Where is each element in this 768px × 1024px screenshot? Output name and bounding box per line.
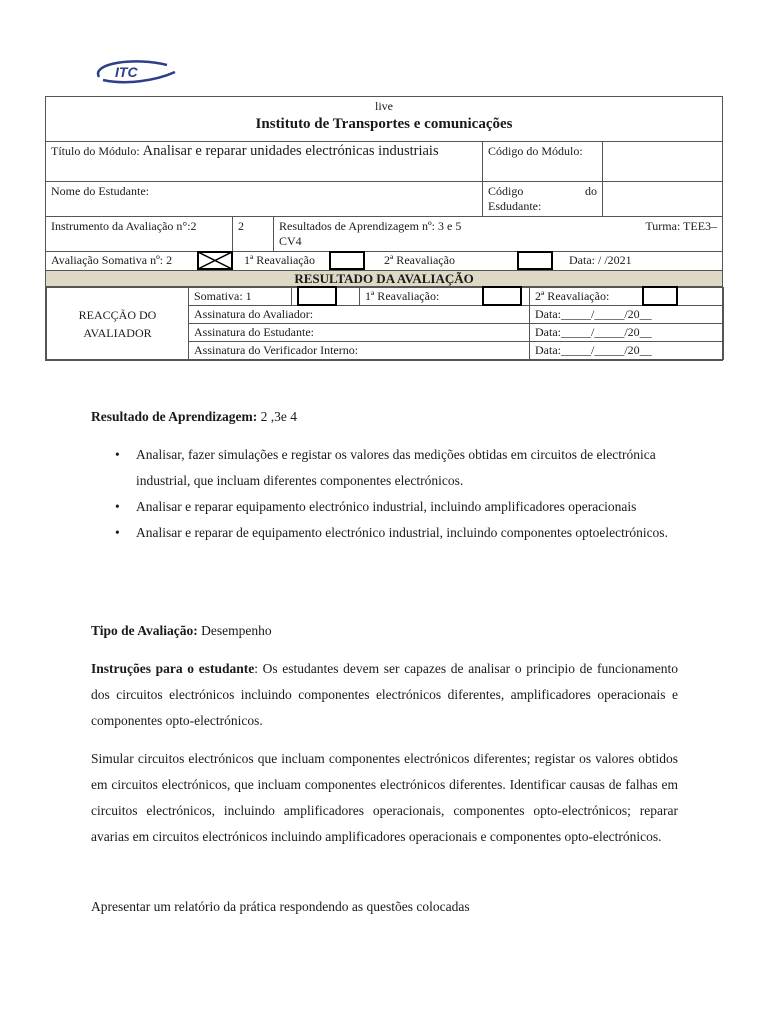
module-title-label: Título do Módulo: [51,144,140,158]
instructions-label: Instruções para o estudante [91,661,255,676]
report-paragraph [91,894,678,920]
learning-outcome-heading [91,404,678,430]
student-name-label: Nome do Estudante: [46,182,483,217]
institution-name: Instituto de Transportes e comunicações [255,116,513,132]
reeval2-label: 2ª Reavaliação [384,253,455,267]
evaluation-type-value: Desempenho [197,623,272,638]
reaction-label [47,288,189,360]
list-item [91,494,678,520]
list-item [91,520,678,546]
instructions-paragraph [91,746,678,850]
student-code-label [483,182,603,217]
evaluation-type-label: Tipo de Avaliação: [91,623,198,638]
live-text: live [375,99,394,113]
list-item-text: Analisar e reparar de equipamento electrónico industrial, incluindo componentes optoelectrónicos. [136,525,668,540]
learning-results-label: Resultados de Aprendizagem nº: 3 e 5 [279,219,462,233]
somativa-checkbox[interactable] [297,286,337,306]
summative-label: Avaliação Somativa nº: 2 [51,253,173,267]
verifier-signature-label: Assinatura do Verificador Interno: [189,342,530,360]
somativa-box-cell [292,288,360,306]
list-item-text: Analisar, fazer simulações e registar os valores das medições obtidas em circuitos de electrónica industrial, que incluam diferentes componentes electrónicos. [136,447,656,488]
reeval2-result-checkbox[interactable] [642,286,678,306]
somativa-label: Somativa: 1 [189,288,292,306]
instrument-label: Instrumento da Avaliação n°:2 [46,217,233,252]
student-code-word: do [585,184,597,198]
module-code-label: Código do Módulo: [483,142,603,182]
bullet-icon: • [115,447,120,462]
reeval1-result-checkbox[interactable] [482,286,522,306]
student-signature-label: Assinatura do Estudante: [189,324,530,342]
reaction-line: REACÇÃO DO [78,307,157,322]
turma-label: Turma: TEE3– [645,219,718,233]
assessment-header-table [45,96,723,361]
date-label: Data: / /2021 [569,253,632,267]
reeval2-checkbox[interactable] [517,251,553,270]
learning-outcome-label: Resultado de Aprendizagem: [91,409,258,424]
instrument-value: 2 [233,217,274,252]
evaluator-date: Data:_____/_____/20__ [530,306,724,324]
student-code-value [603,182,723,217]
list-item-text: Analisar e reparar equipamento electrónico industrial, incluindo amplificadores operacionais [136,499,637,514]
student-instructions [91,656,678,734]
summative-checkbox-checked[interactable] [197,251,233,270]
student-code-word: Código [488,184,524,198]
instructions-text: : Os estudantes devem ser capazes de analisar o principio de funcionamento dos circuitos electrónicos incluindo componentes electrónicos diferentes, amplificadores operacionais e componentes opto-electrónicos. [91,661,678,728]
student-code-word: Esdudante: [488,199,542,213]
student-date: Data:_____/_____/20__ [530,324,724,342]
reeval1-label: 1ª Reavaliação [244,253,315,267]
evaluation-type [91,618,678,644]
itc-logo [95,58,177,84]
module-code-value [603,142,723,182]
reeval1-box-cell [483,288,530,306]
reeval1-checkbox[interactable] [329,251,365,270]
result-title: RESULTADO DA AVALIAÇÃO [46,271,723,287]
verifier-date: Data:_____/_____/20__ [530,342,724,360]
paragraph-text: Simular circuitos electrónicos que incluam componentes electrónicos diferentes; registar os valores obtidos em circuitos electrónicos, que incluam componentes electrónicos diferentes. Identificar causas de falhas em circuitos electrónicos, incluindo amplificadores operacionais, componentes opto-electrónicos; reparar avarias em circuitos electrónicos incluindo amplificadores operacionais e componentes opto-electrónicos. [91,751,678,844]
bullet-icon: • [115,525,120,540]
reeval2-result-label: 2ª Reavaliação: [535,289,610,303]
result-table [46,287,724,360]
svg-text:ITC: ITC [115,64,138,80]
list-item [91,442,678,494]
learning-outcome-list [91,442,678,546]
module-title-value: Analisar e reparar unidades electrónicas industriais [142,143,439,159]
evaluator-signature-label: Assinatura do Avaliador: [189,306,530,324]
reeval1-result-label: 1ª Reavaliação: [360,288,483,306]
paragraph-text: Apresentar um relatório da prática respondendo as questões colocadas [91,899,470,914]
learning-outcome-value: 2 ,3e 4 [257,409,298,424]
bullet-icon: • [115,499,120,514]
reaction-line: AVALIADOR [83,325,152,340]
cv-label: CV4 [279,234,302,248]
